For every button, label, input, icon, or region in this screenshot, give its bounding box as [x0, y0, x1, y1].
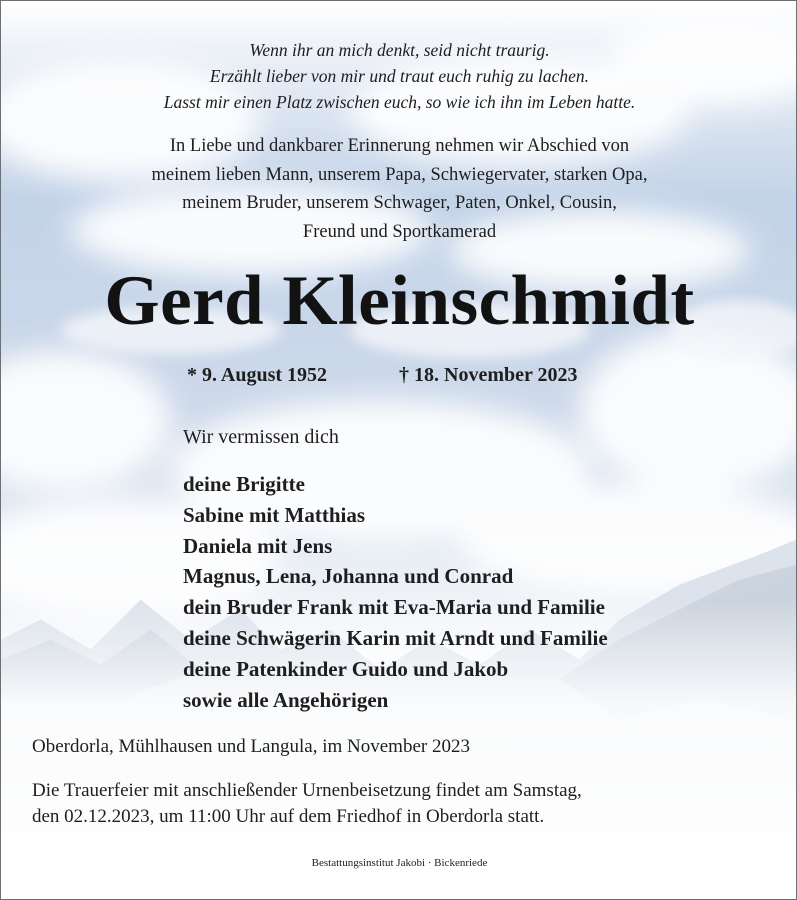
- service-line: Die Trauerfeier mit anschließender Urnenbeisetzung findet am Samstag,: [32, 780, 582, 801]
- mourner-entry: Sabine mit Matthias: [183, 502, 366, 527]
- mourner-entry: deine Brigitte: [183, 472, 305, 496]
- intro-line: In Liebe und dankbarer Erinnerung nehmen wir Abschied von: [169, 136, 630, 156]
- farewell-intro: [1, 132, 797, 246]
- mourner-entry: dein Bruder Frank mit Eva-Maria und Familie: [183, 595, 605, 620]
- deceased-name: Gerd Kleinschmidt: [104, 262, 695, 340]
- service-line: den 02.12.2023, um 11:00 Uhr auf dem Friedhof in Oberdorla statt.: [32, 806, 545, 827]
- poem-line: Wenn ihr an mich denkt, seid nicht traurig.: [249, 40, 550, 60]
- poem-line: Erzählt lieber von mir und traut euch ruhig zu lachen.: [209, 66, 590, 86]
- place-and-date: Oberdorla, Mühlhausen und Langula, im November 2023: [32, 736, 470, 757]
- mourner-entry: Magnus, Lena, Johanna und Conrad: [183, 564, 514, 589]
- memorial-poem: [1, 37, 797, 115]
- birth-date: * 9. August 1952: [187, 364, 328, 386]
- intro-line: Freund und Sportkamerad: [302, 221, 497, 242]
- miss-you-line: Wir vermissen dich: [183, 426, 339, 448]
- mourner-entry: deine Schwägerin Karin mit Arndt und Familie: [183, 625, 608, 650]
- intro-line: meinem Bruder, unserem Schwager, Paten, Onkel, Cousin,: [182, 193, 617, 213]
- mourner-entry: sowie alle Angehörigen: [183, 687, 389, 712]
- undertaker-credit: Bestattungsinstitut Jakobi · Bickenriede: [311, 857, 488, 869]
- intro-line: meinem lieben Mann, unserem Papa, Schwiegervater, starken Opa,: [151, 164, 648, 185]
- funeral-service-info: [32, 778, 582, 830]
- mourners-list: [183, 469, 608, 715]
- mourner-entry: Daniela mit Jens: [183, 533, 333, 558]
- mourner-entry: deine Patenkinder Guido und Jakob: [183, 656, 509, 681]
- death-date: † 18. November 2023: [399, 364, 578, 386]
- poem-line: Lasst mir einen Platz zwischen euch, so wie ich ihn im Leben hatte.: [163, 92, 636, 112]
